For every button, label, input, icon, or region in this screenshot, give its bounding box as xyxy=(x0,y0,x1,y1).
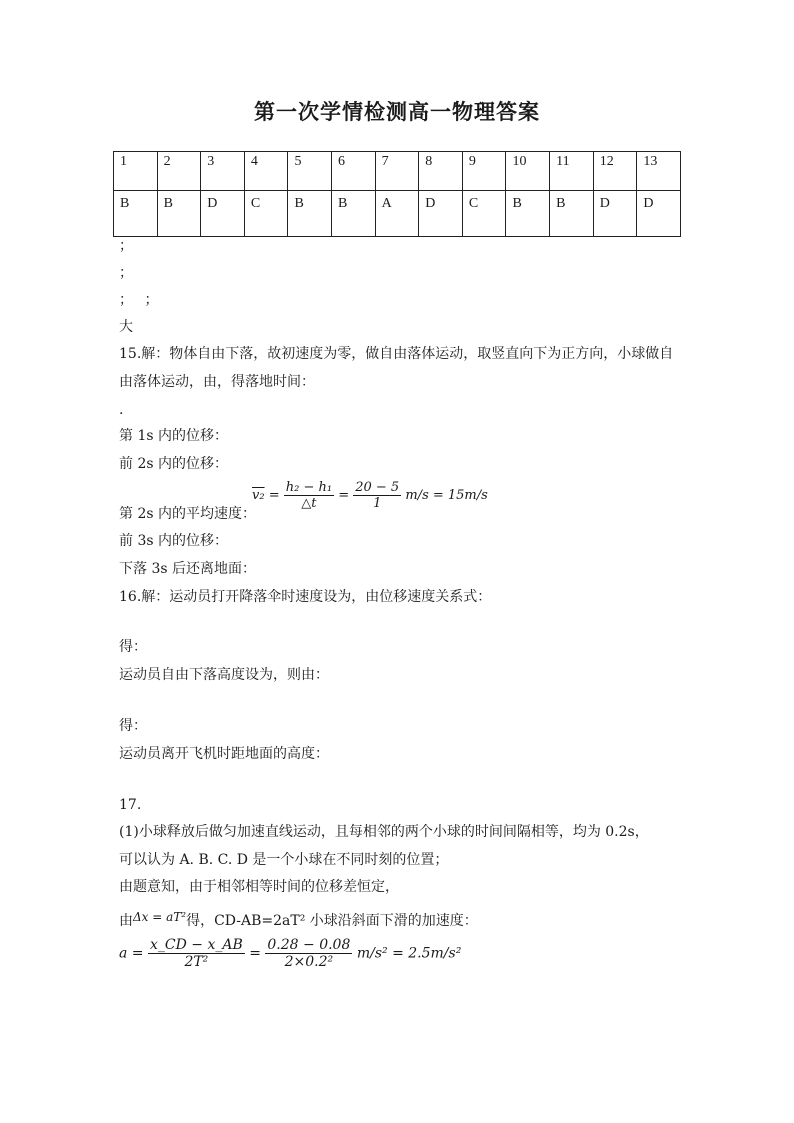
answer-cell: C xyxy=(462,191,506,237)
question-number-cell: 3 xyxy=(201,152,245,191)
q17-line-4: 由Δx = aT²得，CD-AB=2aT² 小球沿斜面下滑的加速度： xyxy=(119,910,478,929)
q15-displacement-3s: 前 3s 内的位移： xyxy=(119,533,228,549)
answer-line-14c: ； ； xyxy=(119,292,159,308)
acceleration-equation: a = $\frac{x\_CD - x\_AB}{\text{2T²}}$ = $\frac{0.28 - 0.08}{\text{2×0.2²}}$ m/s² = 2.5m/s² xyxy=(119,937,462,970)
eq-tail: m/s² = 2.5m/s² xyxy=(356,945,462,962)
question-number-cell: 13 xyxy=(637,152,681,191)
eq-numerator-2: 20 − 5 xyxy=(355,480,400,495)
answer-cell: A xyxy=(375,191,419,237)
delta-x-formula: Δx = aT² xyxy=(133,910,187,924)
answer-cell: B xyxy=(506,191,550,237)
answer-line-14d: 大 xyxy=(119,319,133,335)
q15-displacement-1s: 第 1s 内的位移： xyxy=(119,428,228,444)
q15-average-velocity: 第 2s 内的平均速度： xyxy=(119,506,256,522)
eq-lhs: a = xyxy=(119,945,144,962)
q15-remaining-height: 下落 3s 后还离地面： xyxy=(119,561,256,577)
eq-numerator-1: h₂ − h₁ xyxy=(285,480,333,495)
eq-denominator-1: 2T² xyxy=(184,954,209,970)
question-number-cell: 6 xyxy=(332,152,376,191)
question-number-cell: 2 xyxy=(157,152,201,191)
q15-dot: . xyxy=(119,402,124,418)
answer-cell: D xyxy=(637,191,681,237)
question-number-cell: 10 xyxy=(506,152,550,191)
answer-line-14b: ； xyxy=(119,265,133,281)
q16-result-1: 得： xyxy=(119,639,147,655)
answer-cell: D xyxy=(201,191,245,237)
eq-fraction-1 xyxy=(148,937,245,970)
question-number-cell: 1 xyxy=(114,152,158,191)
q15-displacement-2s: 前 2s 内的位移： xyxy=(119,456,228,472)
eq-tail: m/s = 15m/s xyxy=(405,488,488,503)
question-number-cell: 4 xyxy=(244,152,288,191)
eq-denominator-2: 1 xyxy=(373,496,382,511)
q17-line-3: 由题意知，由于相邻相等时间的位移差恒定， xyxy=(119,879,399,895)
q16-free-fall: 运动员自由下落高度设为，则由： xyxy=(119,667,329,683)
answer-table-answer-row xyxy=(114,191,681,237)
q16-intro: 16.解：运动员打开降落伞时速度设为，由位移速度关系式： xyxy=(119,589,492,605)
q17-line-2: 可以认为 A. B. C. D 是一个小球在不同时刻的位置； xyxy=(119,852,449,868)
q16-total-height: 运动员离开飞机时距地面的高度： xyxy=(119,746,329,762)
answer-cell: B xyxy=(332,191,376,237)
answer-cell: B xyxy=(288,191,332,237)
answer-table xyxy=(113,151,681,237)
question-number-cell: 7 xyxy=(375,152,419,191)
eq-denominator-1: △t xyxy=(301,496,317,511)
page-title: 第一次学情检测高一物理答案 xyxy=(254,99,540,124)
answer-cell: B xyxy=(550,191,594,237)
eq-fraction-2 xyxy=(353,480,401,511)
eq-lhs: v₂ xyxy=(252,488,265,503)
question-number-cell: 12 xyxy=(593,152,637,191)
q16-result-2: 得： xyxy=(119,718,147,734)
eq-fraction-2 xyxy=(265,937,352,970)
answer-line-14a: ； xyxy=(119,238,133,254)
q17-number: 17. xyxy=(119,797,142,813)
question-number-cell: 8 xyxy=(419,152,463,191)
eq-denominator-2: 2×0.2² xyxy=(284,954,334,970)
q15-intro: 15.解：物体自由下落，故初速度为零，做自由落体运动，取竖直向下为正方向，小球做自由落体运动，由，得落地时间： xyxy=(119,346,674,390)
answer-cell: B xyxy=(157,191,201,237)
answer-cell: B xyxy=(114,191,158,237)
answer-cell: C xyxy=(244,191,288,237)
answer-table-number-row xyxy=(114,152,681,191)
answer-cell: D xyxy=(593,191,637,237)
eq-fraction-1 xyxy=(284,480,334,511)
question-number-cell: 5 xyxy=(288,152,332,191)
question-number-cell: 11 xyxy=(550,152,594,191)
answer-cell: D xyxy=(419,191,463,237)
eq-numerator-2: 0.28 − 0.08 xyxy=(267,937,351,953)
q17-line-1: (1)小球释放后做匀加速直线运动，且每相邻的两个小球的时间间隔相等，均为 0.2s， xyxy=(119,824,649,840)
avg-velocity-equation: v₂ = $\frac{\text{h₂ − h₁}}{\triangle t}$ = $\frac{20 - 5}{1}$ m/s = 15m/s xyxy=(252,480,488,511)
eq-numerator-1: x_CD − x_AB xyxy=(149,937,243,953)
question-number-cell: 9 xyxy=(462,152,506,191)
